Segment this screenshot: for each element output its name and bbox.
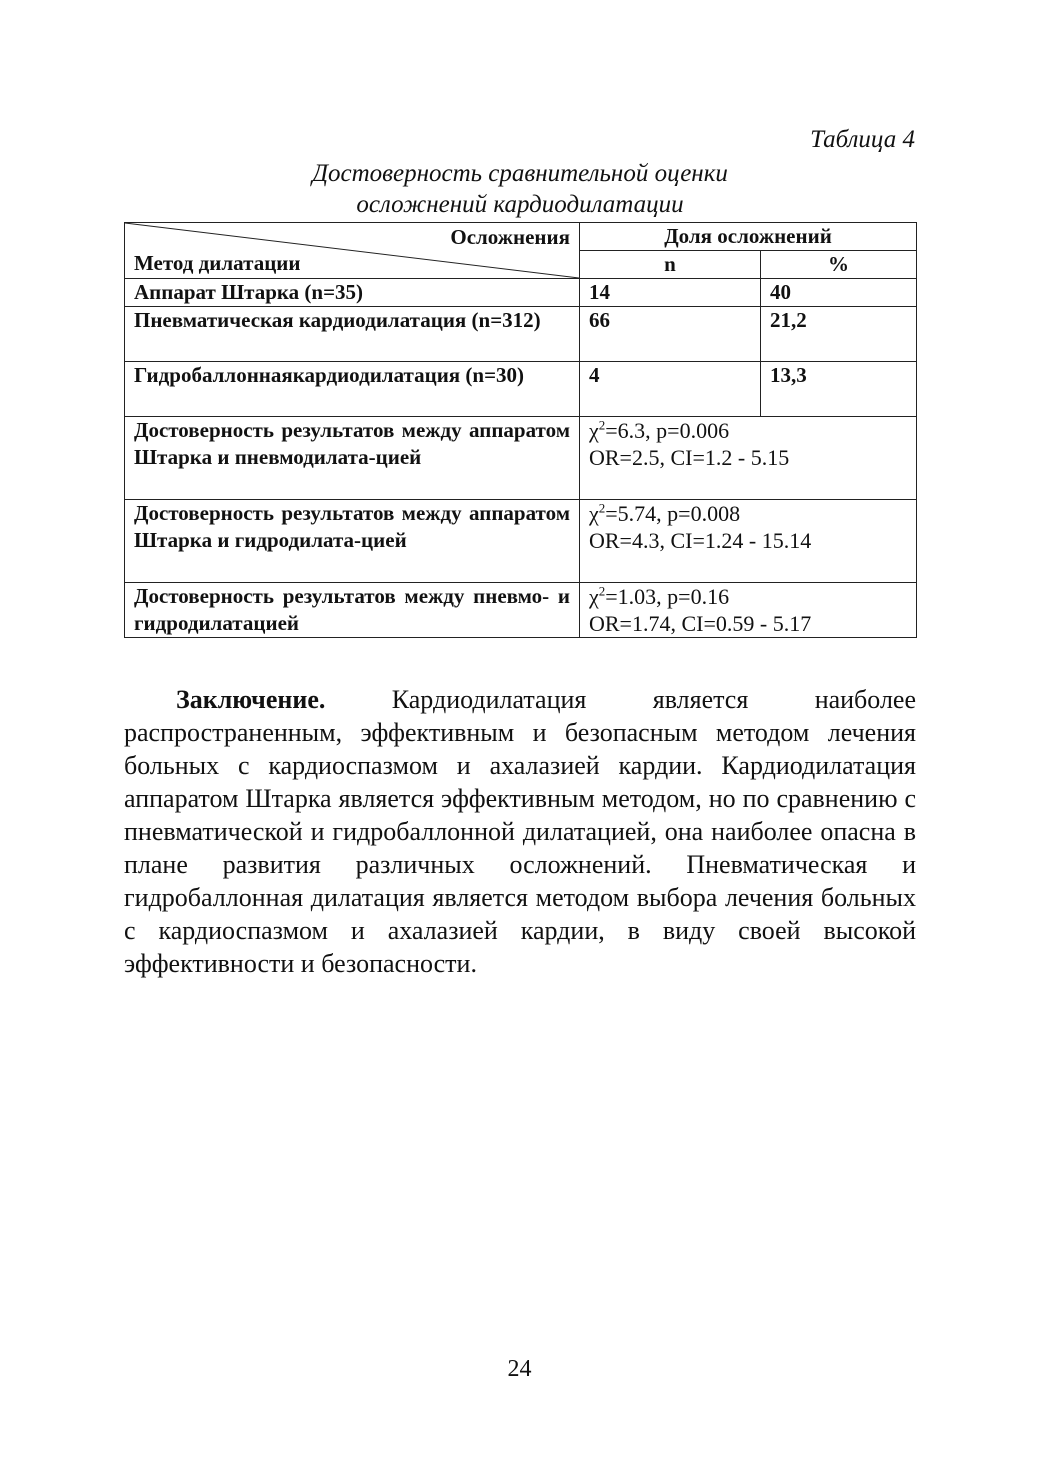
comparison-label: Достоверность результатов между аппаратом Штарка и гидродилата-цией — [125, 500, 580, 583]
header-n: n — [580, 251, 761, 279]
table-row — [125, 362, 917, 417]
table-caption — [124, 158, 916, 220]
comparison-label: Достоверность результатов между аппаратом Штарка и пневмодилата-цией — [125, 417, 580, 500]
table-row — [125, 279, 917, 307]
comparison-stats — [580, 500, 917, 583]
percent-cell: 13,3 — [761, 362, 917, 417]
complications-table — [124, 222, 917, 638]
chi-exponent: 2 — [598, 500, 606, 516]
method-cell: Аппарат Штарка (n=35) — [125, 279, 580, 307]
conclusion-text: Кардиодилатация является наиболее распространенным, эффективным и безопасным методом лечения больных с кардиоспазмом и ахалазией кардии. Кардиодилатация аппаратом Штарка является эффективным методом, но по сравнению с пневматической и гидробаллонной дилатацией, она наиболее опасна в плане развития различных осложнений. Пневматическая и гидробаллонная дилатация является методом выбора лечения больных с кардиоспазмом и ахалазией кардии, в виду своей высокой эффективности и безопасности. — [124, 685, 916, 978]
conclusion-heading: Заключение. — [176, 685, 326, 714]
conclusion-paragraph — [124, 683, 916, 980]
chi-value: =6.3, p=0.006 — [605, 418, 730, 443]
comparison-stats — [580, 417, 917, 500]
percent-cell: 40 — [761, 279, 917, 307]
caption-line-1: Достоверность сравнительной оценки — [312, 160, 728, 187]
page-number: 24 — [507, 1356, 532, 1382]
chi-exponent: 2 — [598, 583, 606, 599]
chi-symbol: χ — [589, 501, 599, 526]
comparison-stats — [580, 583, 917, 638]
comparison-row — [125, 500, 917, 583]
chi-square-line — [589, 500, 907, 527]
chi-exponent: 2 — [598, 417, 606, 433]
percent-cell: 21,2 — [761, 307, 917, 362]
chi-square-line — [589, 417, 907, 444]
header-percent: % — [761, 251, 917, 279]
method-cell: Пневматическая кардиодилатация (n=312) — [125, 307, 580, 362]
header-share: Доля осложнений — [580, 223, 917, 251]
caption-line-2: осложнений кардиодилатации — [356, 191, 684, 218]
chi-symbol: χ — [589, 418, 599, 443]
header-method: Метод дилатации — [134, 251, 301, 275]
n-cell: 14 — [580, 279, 761, 307]
n-cell: 66 — [580, 307, 761, 362]
n-cell: 4 — [580, 362, 761, 417]
odds-ratio-line: OR=1.74, CI=0.59 - 5.17 — [589, 611, 812, 636]
odds-ratio-line: OR=2.5, CI=1.2 - 5.15 — [589, 445, 790, 470]
comparison-row — [125, 583, 917, 638]
diagonal-header-cell — [125, 223, 580, 279]
comparison-row — [125, 417, 917, 500]
chi-value: =1.03, p=0.16 — [605, 584, 730, 609]
odds-ratio-line: OR=4.3, CI=1.24 - 15.14 — [589, 528, 812, 553]
header-complications: Осложнения — [450, 225, 570, 249]
method-cell: Гидробаллоннаякардиодилатация (n=30) — [125, 362, 580, 417]
comparison-label: Достоверность результатов между пневмо- и гидродилатацией — [125, 583, 580, 638]
chi-symbol: χ — [589, 584, 599, 609]
table-number: Таблица 4 — [810, 126, 915, 153]
table-row — [125, 307, 917, 362]
chi-value: =5.74, p=0.008 — [605, 501, 741, 526]
chi-square-line — [589, 583, 907, 610]
